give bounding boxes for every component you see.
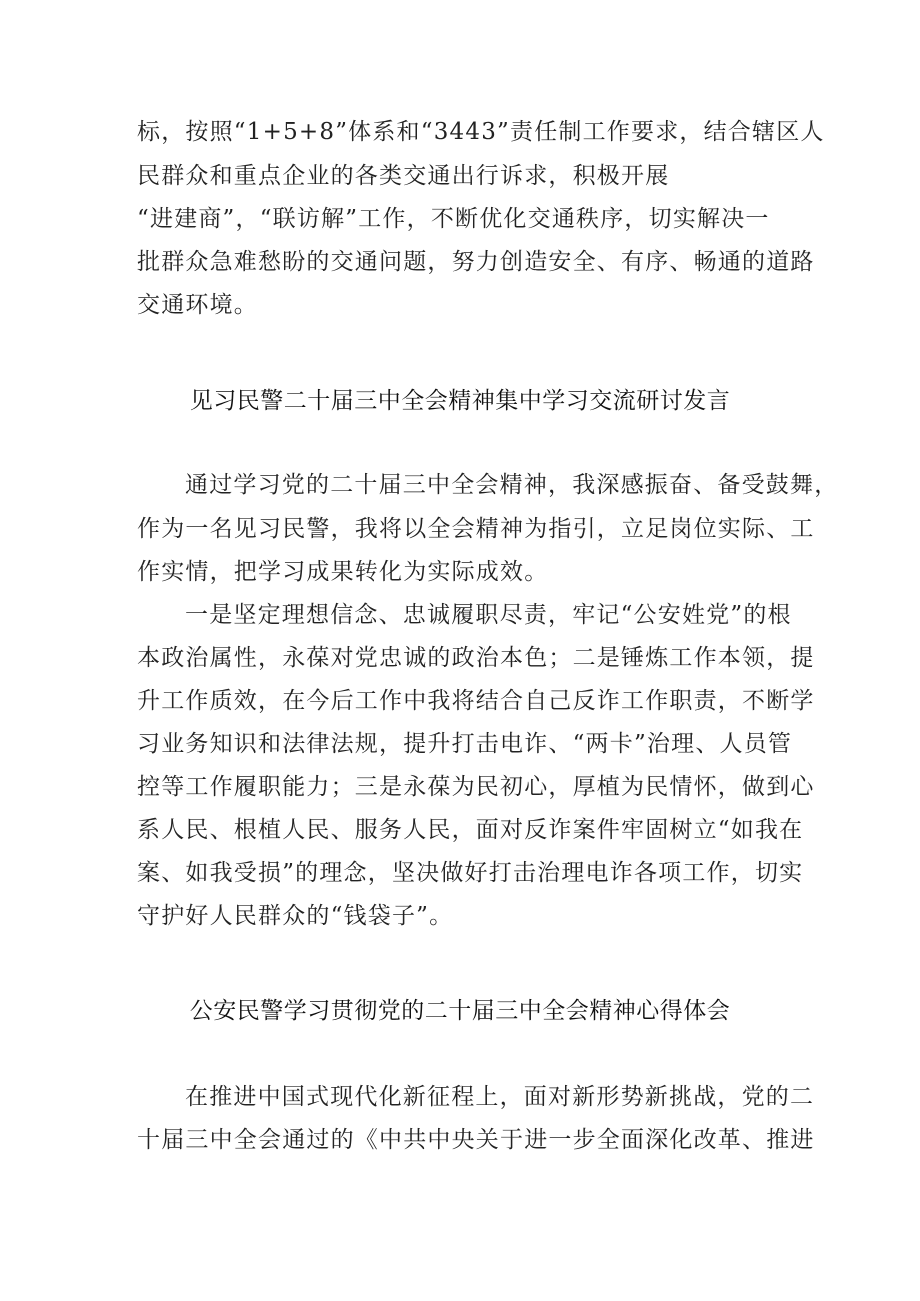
paragraph-line: 民群众和重点企业的各类交通出行诉求，积极开展 [137, 163, 670, 189]
section-title: 公安民警学习贯彻党的二十届三中全会精神心得体会 [189, 998, 731, 1024]
paragraph-line: 作实情，把学习成果转化为实际成效。 [137, 559, 549, 585]
paragraph-line: 在推进中国式现代化新征程上，面对新形势新挑战，党的二 [185, 1084, 815, 1110]
paragraph-line: “进建商”，“联访解”工作，不断优化交通秩序，切实解决一 [137, 206, 770, 232]
paragraph-line: 批群众急难愁盼的交通问题，努力创造安全、有序、畅通的道路 [137, 249, 815, 275]
paragraph-line: 系人民、根植人民、服务人民，面对反诈案件牢固树立“如我在 [137, 817, 804, 843]
paragraph-line: 习业务知识和法律法规，提升打击电诈、“两卡”治理、人员管 [137, 731, 793, 757]
paragraph-line: 作为一名见习民警，我将以全会精神为指引，立足岗位实际、工 [137, 516, 815, 542]
section-title: 见习民警二十届三中全会精神集中学习交流研讨发言 [189, 388, 731, 414]
paragraph-line: 案、如我受损”的理念，坚决做好打击治理电诈各项工作，切实 [137, 860, 804, 886]
paragraph-line: 通过学习党的二十届三中全会精神，我深感振奋、备受鼓舞， [185, 472, 839, 498]
paragraph-line: 一是坚定理想信念、忠诚履职尽责，牢记“公安姓党”的根 [185, 602, 792, 628]
paragraph-line: 升工作质效，在今后工作中我将结合自己反诈工作职责，不断学 [137, 688, 815, 714]
paragraph-line: 标，按照“1+5+8”体系和“3443”责任制工作要求，结合辖区人 [137, 119, 825, 145]
paragraph-line: 交通环境。 [137, 292, 258, 318]
paragraph-line: 本政治属性，永葆对党忠诚的政治本色；二是锤炼工作本领，提 [137, 645, 815, 671]
paragraph-line: 十届三中全会通过的《中共中央关于进一步全面深化改革、推进 [137, 1127, 815, 1153]
paragraph-line: 控等工作履职能力；三是永葆为民初心，厚植为民情怀，做到心 [137, 774, 815, 800]
paragraph-line: 守护好人民群众的“钱袋子”。 [137, 903, 454, 929]
